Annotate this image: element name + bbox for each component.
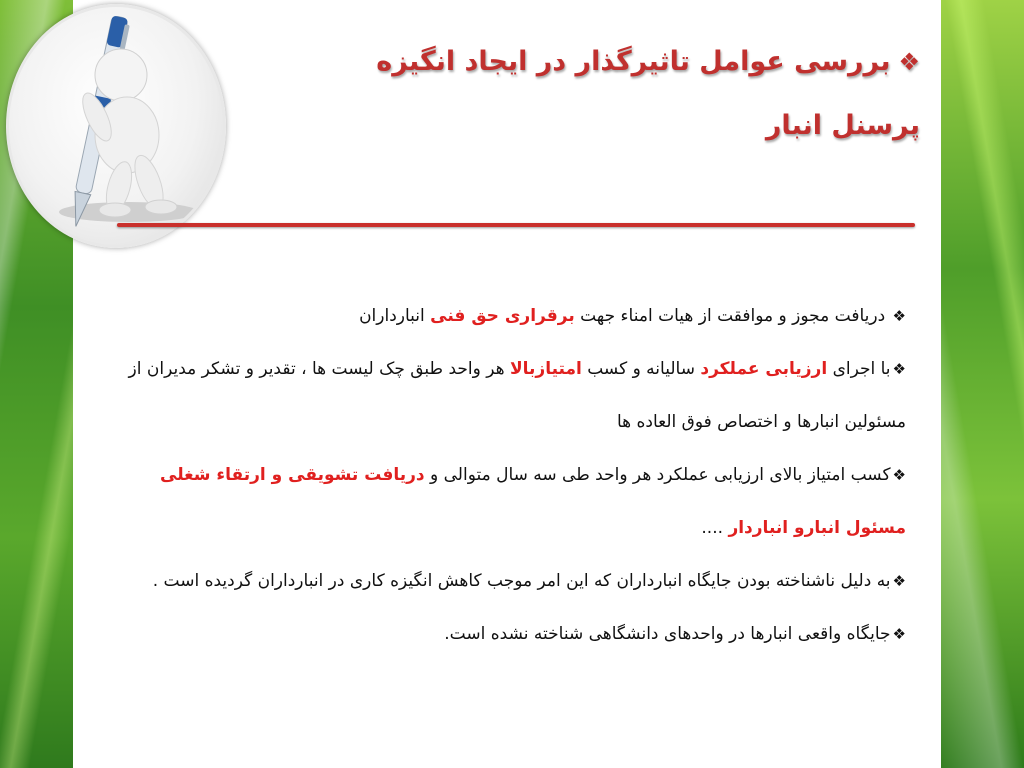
list-item: ❖با اجرای ارزیابی عملکرد سالیانه و کسب امتیازبالا هر واحد طبق چک لیست ها ، تقدیر و تشکر مدیران از مسئولین انبارها و اختصاص فوق العاده ها (128, 359, 906, 432)
slide-title (220, 30, 920, 158)
diamond-bullet-icon: ❖ (898, 48, 920, 76)
right-leaf-background (934, 0, 1024, 768)
list-item: ❖جایگاه واقعی انبارها در واحدهای دانشگاهی شناخته نشده است. (444, 624, 906, 644)
diamond-bullet-icon: ❖ (892, 307, 906, 325)
diamond-bullet-icon: ❖ (892, 466, 906, 484)
bullet-list (106, 290, 906, 661)
list-item: ❖به دلیل ناشناخته بودن جایگاه انبارداران که این امر موجب کاهش انگیزه کاری در انبارداران گردیده است . (152, 571, 906, 591)
diamond-bullet-icon: ❖ (892, 572, 906, 590)
figure-with-pen-icon (6, 4, 226, 248)
title-text-1: بررسی عوامل تاثیرگذار در ایجاد انگیزه (376, 46, 891, 77)
list-item: ❖کسب امتیاز بالای ارزیابی عملکرد هر واحد طی سه سال متوالی و دریافت تشویقی و ارتقاء شغلی مسئول انبارو انباردار .... (160, 465, 906, 538)
list-item: ❖ دریافت مجوز و موافقت از هیات امناء جهت برقراری حق فنی انبارداران (359, 306, 906, 326)
diamond-bullet-icon: ❖ (892, 625, 906, 643)
diamond-bullet-icon: ❖ (892, 360, 906, 378)
title-line-1 (220, 30, 920, 94)
title-divider (117, 223, 915, 227)
title-line-2: پرسنل انبار (765, 110, 920, 141)
